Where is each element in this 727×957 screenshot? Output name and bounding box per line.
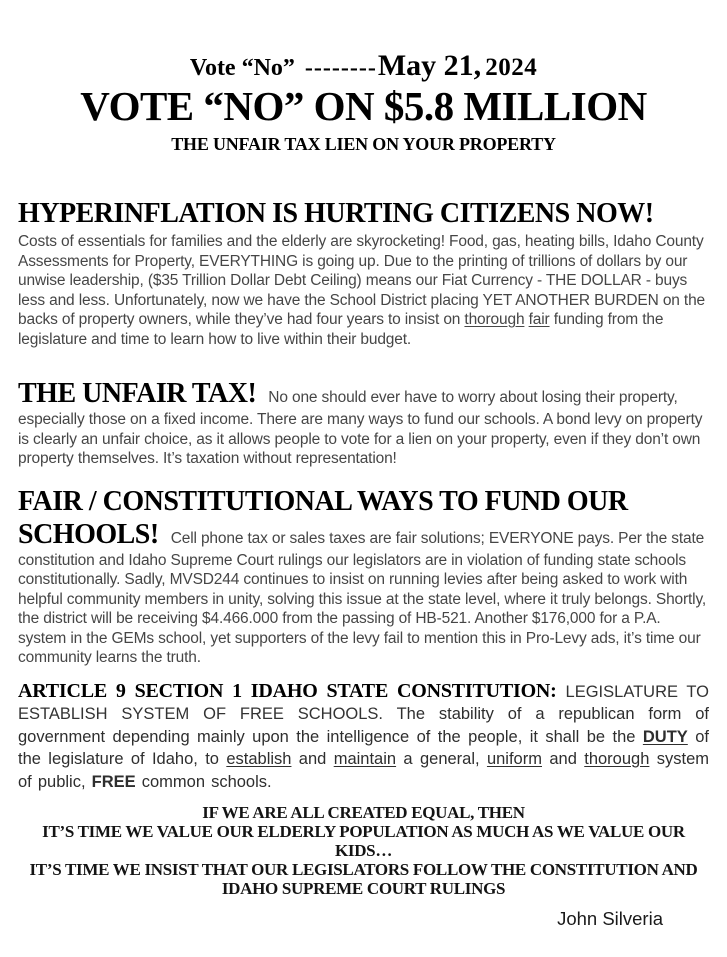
underlined-word-thorough2: thorough [584,750,650,768]
footer-line-3: IT’S TIME WE INSIST THAT OUR LEGISLATORS FOLLOW THE CONSTITUTION AND [29,860,698,879]
date-text: May 21, [377,49,482,82]
body-run: and [541,750,585,768]
section-hyperinflation-heading: HYPERINFLATION IS HURTING CITIZENS NOW! [18,198,654,229]
article9-heading: ARTICLE 9 SECTION 1 IDAHO STATE CONSTITUTION: [18,679,566,702]
underlined-word-fair: fair [528,311,550,328]
section-hyperinflation-body [18,232,709,349]
footer-line-4: IDAHO SUPREME COURT RULINGS [221,879,506,898]
underlined-word-uniform: uniform [486,750,542,768]
section-fair-ways-body [18,485,709,668]
dashes-separator: -------- [304,55,377,81]
body-run: Costs of essentials for families and the elderly are skyrocketing! Food, gas, heating bills, Idaho County Assessments for Property, EVERYTHING is going up. Due to the printing of trillions of dollars by our unwise leadership, ($35 Trillion Dollar Debt Ceiling) means our Fiat Currency - THE DOLLAR - buys less and less. Unfortunately, now we have the School District placing YET ANOTHER BURDEN on the backs of property owners, while they’ve had four years to insist on [18,233,706,328]
footer-statement [18,803,709,898]
body-run: common schools. [135,772,272,791]
body-run: Cell phone tax or sales taxes are fair solutions; EVERYONE pays. Per the state constitution and Idaho Supreme Court rulings our legislators are in violation of funding state schools constitutionally. Sadly, MVSD244 continues to insist on running levies after being asked to work with helpful community members in unity, solving this issue at the state level, where it truly belongs. Shortly, the district will be receiving $4.466.000 from the passing of HB-521. Another $176,000 for a P.A. system in the GEMs school, yet supporters of the levy fail to mention this in Pro-Levy ads, it’s time our community learns the truth. [18,529,707,666]
flyer-header [18,50,709,155]
footer-line-2: IT’S TIME WE VALUE OUR ELDERLY POPULATION AS MUCH AS WE VALUE OUR KIDS… [42,822,685,860]
section-fair-ways [18,485,709,668]
section-hyperinflation [18,197,709,349]
article9-subheading: LEGISLATURE TO ESTABLISH SYSTEM OF FREE SCHOOLS. [18,682,709,723]
bold-word-free: FREE [91,772,136,791]
body-run: No one should ever have to worry about losing their property, especially those on a fixed income. There are many ways to fund our schools. A bond levy on property is clearly an unfair choice, as it allows people to vote for a lien on your property, even if they don’t own property themselves. It’s taxation without representation! [18,389,703,467]
section-unfair-tax-heading: THE UNFAIR TAX! [18,378,257,409]
body-run: The stability of a republican form of government depending mainly upon the intelligence of the people, it shall be the [18,705,709,746]
underlined-word-maintain: maintain [333,750,397,768]
section-fair-ways-heading: FAIR / CONSTITUTIONAL WAYS TO FUND OUR SCHOOLS! [18,485,628,550]
signature: John Silveria [557,908,663,929]
section-article9 [18,680,709,794]
body-run: and [291,750,334,768]
section-unfair-tax [18,377,709,469]
vote-no-text: Vote “No” [189,55,295,81]
date-year-text: 2024 [485,54,538,81]
subtitle: THE UNFAIR TAX LIEN ON YOUR PROPERTY [171,134,556,154]
underlined-word-establish: establish [226,750,292,768]
main-title: VOTE “NO” ON $5.8 MILLION [80,83,647,129]
section-unfair-tax-body [18,377,709,469]
body-run: a general, [396,750,487,768]
section-article9-body [18,680,709,794]
underlined-word-thorough: thorough [464,311,525,328]
body-run: funding from the legislature and time to learn how to live within their budget. [18,311,664,348]
underlined-word-duty: DUTY [642,727,688,746]
header-top-line [18,50,709,84]
body-run: of the legislature of Idaho, to [18,727,709,768]
footer-line-1: IF WE ARE ALL CREATED EQUAL, THEN [202,803,525,822]
flyer-document [0,50,727,930]
body-run: system of public, [18,750,709,791]
